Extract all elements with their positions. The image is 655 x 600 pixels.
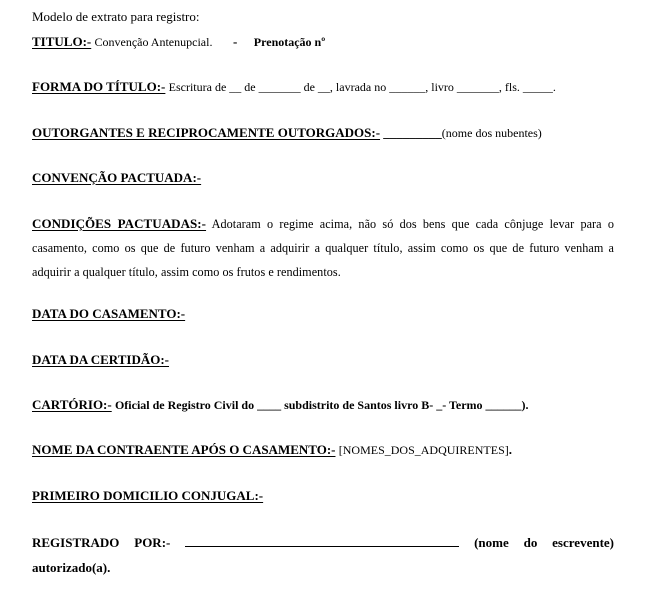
titulo-value: Convenção Antenupcial. [94, 35, 213, 49]
nome-contraente-end: . [508, 442, 512, 457]
domicilio-label: PRIMEIRO DOMICILIO CONJUGAL:- [32, 488, 264, 503]
condicoes-text: Adotaram o regime acima, não só dos bens que cada cônjuge levar para o casamento, como os que de futuro venham a adquirir a qualquer título, assim como os que de futuro venham a adquirir a qualquer título, assim como os frutos e rendimentos. [32, 217, 614, 279]
condicoes-label: CONDIÇÕES PACTUADAS:- [32, 216, 207, 231]
nome-contraente-label: NOME DA CONTRAENTE APÓS O CASAMENTO:- [32, 442, 336, 457]
registrado-paragraph [32, 530, 614, 580]
cartorio-line [32, 396, 529, 414]
registrado-note: (nome do escrevente) autorizado(a). [32, 535, 614, 575]
data-casamento-label: DATA DO CASAMENTO:- [32, 306, 186, 321]
registrado-label: REGISTRADO POR:- [32, 535, 171, 550]
titulo-line [32, 33, 325, 51]
titulo-separator: - [232, 34, 238, 49]
nome-contraente-line [32, 441, 512, 459]
prenotacao-label: Prenotação nº [253, 35, 326, 49]
forma-label: FORMA DO TÍTULO:- [32, 79, 166, 94]
forma-line [32, 78, 556, 96]
forma-text: Escritura de __ de _______ de __, lavrada no ______, livro _______, fls. _____. [168, 80, 556, 94]
outorgantes-label: OUTORGANTES E RECIPROCAMENTE OUTORGADOS:- [32, 125, 381, 140]
nome-contraente-value: [NOMES_DOS_ADQUIRENTES] [338, 443, 509, 457]
document-title: Modelo de extrato para registro: [32, 9, 200, 24]
outorgantes-blank: _________ [383, 125, 442, 140]
cartorio-label: CARTÓRIO:- [32, 397, 112, 412]
outorgantes-line [32, 124, 542, 142]
cartorio-text: Oficial de Registro Civil do ____ subdistrito de Santos livro B- _- Termo ______). [114, 398, 529, 412]
outorgantes-note: (nome dos nubentes) [441, 126, 542, 140]
registrado-blank [185, 534, 459, 547]
condicoes-paragraph [32, 212, 614, 284]
titulo-label: TITULO:- [32, 34, 92, 49]
data-certidao-label: DATA DA CERTIDÃO:- [32, 352, 170, 367]
convencao-label: CONVENÇÃO PACTUADA:- [32, 170, 202, 185]
